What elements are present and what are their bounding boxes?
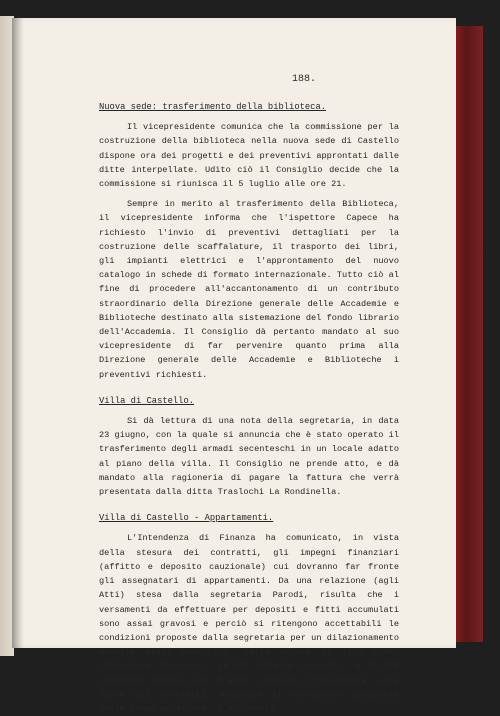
- section-heading-biblioteca: Nuova sede: trasferimento della biblioteca.: [99, 102, 326, 112]
- page-number: 188.: [292, 74, 317, 85]
- section-heading-villa-castello: Villa di Castello.: [99, 395, 195, 406]
- paragraph: Si dà lettura di una nota della segretaria, in data 23 giugno, con la quale si annuncia che è stato operato il trasferimento degli armadi secenteschi in un locale adatto al piano della villa. Il Consiglio ne prende atto, e dà mandato alla ragioneria di pagare la fattura che verrà presentata dalla ditta Traslochi La Rondinella.: [99, 416, 399, 498]
- document-body: [99, 100, 399, 716]
- paragraph: L'Intendenza di Finanza ha comunicato, in vista della stesura dei contratti, gli impegni finanziari (affitto e deposito cauzionale) cui dovranno far fronte gli assegnatari di appartamenti. Da una relazione (agli Atti) stesa dalla segretaria Parodi, risulta che i versamenti da effettuare per depositi e fitti accumulati sono assai gravosi e perciò si ritengono accettabili le condizioni proposte dalla segretaria per un dilazionamento mensile degli arretrati, nella misura di lire 5.965 (Salvatore Torcasso), 18.345 (Ubaldo Ceccoli), e 21.675 (Giovanni Molusà) per 8 mesi. Qualora l'Intendenza, alla firma dei contratti, esigesse il versamento integrale delle somme arretrate, l'Accademia: [99, 533, 399, 714]
- paragraph: Il vicepresidente comunica che la commissione per la costruzione della biblioteca nella nuova sede di Castello dispone ora dei progetti e dei preventivi approntati dalle ditte interpellate. Udito ciò il Consiglio decide che la commissione si riunisca il 5 luglio alle ore 21.: [99, 122, 399, 190]
- paragraph: Sempre in merito al trasferimento della Biblioteca, il vicepresidente informa che l'ispettore Capece ha richiesto l'invio di preventivi dettagliati per la costruzione delle scaffalature, il trasporto dei libri, gli impianti elettrici e l'approntamento del nuovo catalogo in schede di formato internazionale. Tutto ciò al fine di procedere all'accantonamento di un contributo straordinario della Direzione generale delle Accademie e Biblioteche destinato alla sistemazione del fondo librario dell'Accademia. Il Consiglio dà pertanto mandato al suo vicepresidente di far pervenire quanto prima alla Direzione generale delle Accademie e Biblioteche i preventivi richiesti.: [99, 199, 399, 380]
- section-heading-appartamenti: Villa di Castello - Appartamenti.: [99, 513, 274, 524]
- document-page: [12, 18, 456, 714]
- page-gutter-shadow: [12, 18, 24, 648]
